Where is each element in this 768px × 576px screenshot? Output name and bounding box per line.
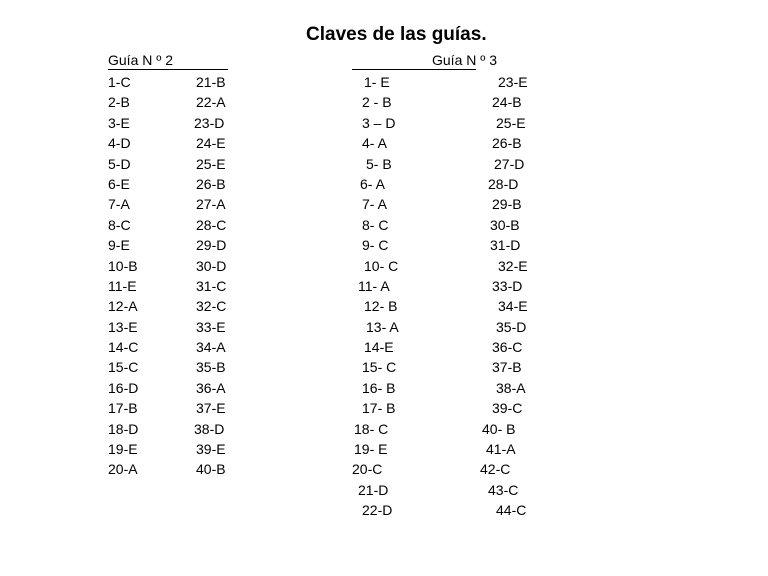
answer-item: 29-B [492, 196, 522, 213]
answer-item: 18- C [354, 420, 389, 437]
answer-item: 12- B [364, 298, 398, 315]
answer-item: 34-A [196, 339, 226, 356]
answer-item: 43-C [488, 481, 519, 498]
answer-item: 25-E [496, 114, 526, 131]
answer-item: 4-D [108, 135, 131, 152]
answer-item: 5- B [366, 155, 392, 172]
answer-item: 11- A [358, 277, 390, 294]
guia-3-underline [352, 69, 476, 70]
page-title: Claves de las guías. [306, 24, 487, 45]
guia-2-label: Guía N º 2 [108, 52, 174, 68]
answer-item: 31-C [196, 277, 227, 294]
guia-2-answers-1-20 [108, 72, 138, 480]
answer-item: 32-C [196, 298, 227, 315]
answer-item: 23-D [194, 114, 225, 131]
answer-item: 40- B [482, 420, 516, 437]
answer-item: 42-C [480, 461, 511, 478]
answer-item: 2 - B [362, 94, 392, 111]
answer-item: 33-D [492, 277, 523, 294]
answer-item: 39-C [492, 400, 523, 417]
answer-item: 8-C [108, 216, 131, 233]
answer-item: 39-E [196, 441, 226, 458]
answer-item: 36-C [492, 339, 523, 356]
answer-item: 38-A [496, 379, 526, 396]
answer-item: 13-E [108, 318, 138, 335]
answer-item: 27-A [196, 196, 226, 213]
answer-item: 4- A [362, 135, 387, 152]
answer-item: 22-D [362, 502, 393, 519]
answer-item: 9-E [108, 237, 130, 254]
answer-item: 17- B [362, 400, 396, 417]
answer-item: 35-D [496, 318, 527, 335]
answer-item: 41-A [486, 441, 516, 458]
answer-item: 1-C [108, 74, 131, 90]
answer-item: 17-B [108, 400, 138, 417]
answer-item: 16-D [108, 379, 139, 396]
answer-item: 2-B [108, 94, 130, 111]
guia-3-answers-1-22 [352, 72, 399, 521]
answer-item: 21-B [196, 74, 226, 90]
answer-item: 37-E [196, 400, 226, 417]
answer-item: 15-C [108, 359, 139, 376]
answer-item: 30-D [196, 257, 227, 274]
answer-item: 18-D [108, 420, 139, 437]
answer-item: 19- E [354, 441, 388, 458]
answer-item: 15- C [362, 359, 397, 376]
answer-item: 28-C [196, 216, 227, 233]
answer-item: 20-A [108, 461, 138, 478]
answer-item: 11-E [108, 277, 137, 294]
answer-item: 32-E [498, 257, 528, 274]
guia-2-underline [108, 69, 228, 70]
answer-item: 20-C [352, 461, 383, 478]
answer-item: 26-B [492, 135, 522, 152]
answer-item: 24-E [196, 135, 226, 152]
answer-item: 23-E [498, 74, 528, 90]
answer-item: 6- A [360, 175, 385, 192]
answer-item: 14-E [364, 339, 394, 356]
answer-item: 1- E [364, 74, 390, 90]
answer-item: 27-D [494, 155, 525, 172]
answer-item: 12-A [108, 298, 138, 315]
answer-item: 25-E [196, 155, 226, 172]
answer-item: 35-B [196, 359, 226, 376]
answer-item: 24-B [492, 94, 522, 111]
answer-item: 8- C [362, 216, 389, 233]
answer-item: 38-D [194, 420, 225, 437]
answer-item: 21-D [358, 481, 389, 498]
guia-3-label: Guía N º 3 [432, 52, 498, 68]
answer-item: 44-C [496, 502, 527, 519]
answer-item: 13- A [366, 318, 399, 335]
answer-item: 31-D [490, 237, 521, 254]
answer-item: 29-D [196, 237, 227, 254]
answer-item: 10- C [364, 257, 399, 274]
answer-item: 30-B [490, 216, 520, 233]
answer-item: 26-B [196, 175, 226, 192]
answer-item: 3 – D [362, 114, 396, 131]
answer-item: 7- A [362, 196, 387, 213]
answer-item: 37-B [492, 359, 522, 376]
answer-item: 6-E [108, 175, 130, 192]
answer-item: 3-E [108, 114, 130, 131]
answer-item: 33-E [196, 318, 226, 335]
answer-item: 16- B [362, 379, 396, 396]
answer-item: 10-B [108, 257, 138, 274]
answer-item: 14-C [108, 339, 139, 356]
answer-item: 7-A [108, 196, 130, 213]
guia-3-answers-23-44 [480, 72, 528, 521]
answer-item: 28-D [488, 175, 519, 192]
answer-item: 22-A [196, 94, 226, 111]
answer-item: 34-E [498, 298, 528, 315]
answer-item: 5-D [108, 155, 131, 172]
answer-item: 36-A [196, 379, 226, 396]
answer-item: 40-B [196, 461, 226, 478]
answer-item: 9- C [362, 237, 389, 254]
answer-item: 19-E [108, 441, 138, 458]
guia-2-answers-21-40 [196, 72, 226, 480]
